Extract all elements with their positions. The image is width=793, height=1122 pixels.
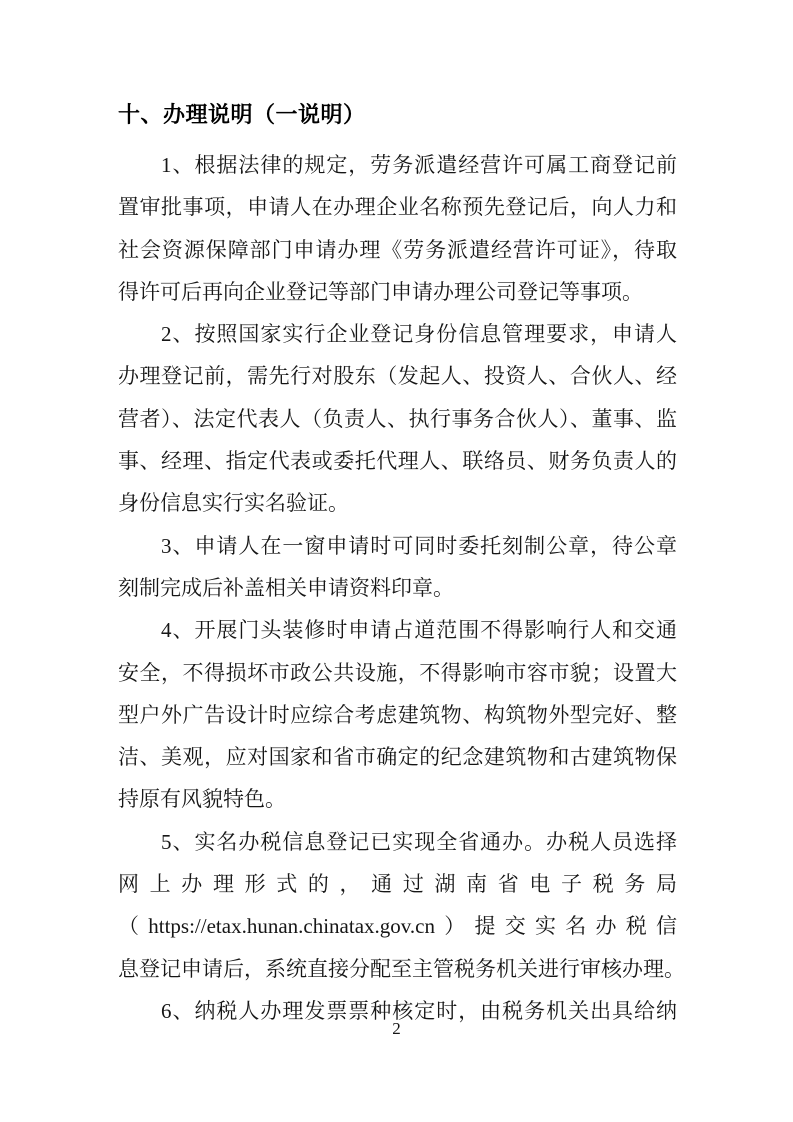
text-line: （https://etax.hunan.chinatax.gov.cn）提交实名办税信	[118, 914, 677, 939]
text-line: 6、纳税人办理发票票种核定时，由税务机关出具给纳	[161, 998, 677, 1023]
text-line: 洁、美观，应对国家和省市确定的纪念建筑物和古建筑物保	[118, 745, 677, 770]
text-line: 刻制完成后补盖相关申请资料印章。	[118, 575, 454, 600]
text-line: 网上办理形式的，通过湖南省电子税务局	[118, 872, 677, 897]
text-line: 营者）、法定代表人（负责人、执行事务合伙人）、董事、监	[118, 406, 677, 431]
text-line: 安全，不得损坏市政公共设施，不得影响市容市貌；设置大	[118, 660, 677, 685]
text-line: 得许可后再向企业登记等部门申请办理公司登记等事项。	[118, 279, 643, 304]
text-line: 置审批事项，申请人在办理企业名称预先登记后，向人力和	[118, 195, 677, 220]
text-line: 4、开展门头装修时申请占道范围不得影响行人和交通	[161, 618, 677, 643]
text-line: 办理登记前，需先行对股东（发起人、投资人、合伙人、经	[118, 364, 677, 389]
text-line: 3、申请人在一窗申请时可同时委托刻制公章，待公章	[161, 533, 677, 558]
text-line: 2、按照国家实行企业登记身份信息管理要求，申请人	[161, 322, 677, 347]
text-line: 1、根据法律的规定，劳务派遣经营许可属工商登记前	[161, 153, 677, 177]
text-line: 息登记申请后，系统直接分配至主管税务机关进行审核办理。	[118, 956, 685, 981]
text-line: 社会资源保障部门申请办理《劳务派遣经营许可证》，待取	[118, 237, 677, 262]
text-line: 身份信息实行实名验证。	[118, 491, 349, 516]
page-number: 2	[392, 1019, 401, 1038]
section-title: 十、办理说明（一说明）	[118, 102, 366, 127]
document-body	[118, 144, 685, 1032]
document-content	[118, 99, 685, 1032]
text-line: 型户外广告设计时应综合考虑建筑物、构筑物外型完好、整	[118, 702, 677, 727]
text-line: 5、实名办税信息登记已实现全省通办。办税人员选择	[161, 829, 677, 854]
text-line: 事、经理、指定代表或委托代理人、联络员、财务负责人的	[118, 449, 677, 474]
text-line: 持原有风貌特色。	[118, 787, 286, 812]
